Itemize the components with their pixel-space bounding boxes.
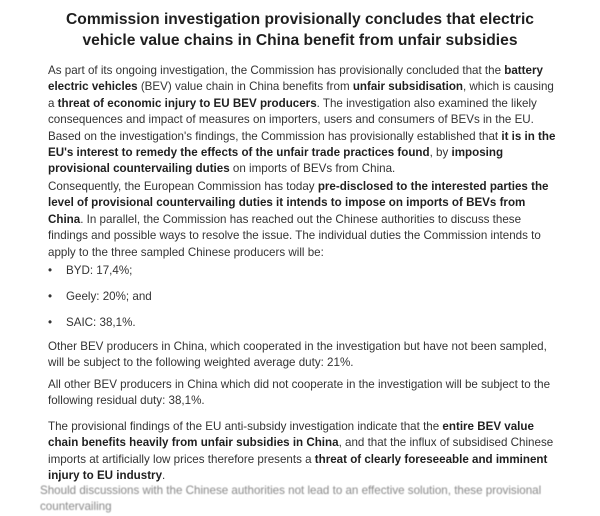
text-run: . In parallel, the Commission has reached out the Chinese authorities to discuss these findings and possible ways to resolve the issue. The individual duties the Commission intends to apply to the three sampled Chinese producers will be:: [48, 212, 541, 259]
text-run: The provisional findings of the EU anti-subsidy investigation indicate that the: [48, 420, 443, 433]
bullet-dot: •: [48, 290, 53, 303]
text-run: Other BEV producers in China, which cooperated in the investigation but have not been sampled, will be subject to the following weighted average duty: 21%.: [48, 340, 547, 370]
text-run: on imports of BEVs from China.: [229, 162, 396, 176]
text-run: Consequently, the European Commission has today: [48, 180, 318, 193]
bold-text: battery electric vehicles: [48, 64, 543, 94]
cut-off-text-line: Should discussions with the Chinese authorities not lead to an effective solution, these provisional countervailing: [40, 484, 542, 514]
text-run: (BEV) value chain in China benefits from: [137, 80, 353, 94]
paragraph-1: [48, 63, 558, 178]
text-run: , which is causing a: [48, 80, 554, 110]
bullet-text: Geely: 20%; and: [66, 290, 152, 303]
bold-text: threat of clearly foreseeable and imminent injury to EU industry: [48, 452, 548, 483]
paragraph-3: [48, 339, 558, 372]
text-run: . The investigation also examined the likely consequences and impact of measures on importers, users and consumers of BEVs in the EU. Based on the investigation's findings, the Commission has provisionally established that: [48, 96, 537, 143]
paragraph-2: [48, 179, 558, 261]
paragraph-4: [48, 377, 558, 410]
text-run: As part of its ongoing investigation, the Commission has provisionally concluded that the: [48, 64, 505, 77]
text-run: , and that the influx of subsidised Chinese imports at artificially low prices therefore presents a: [48, 436, 554, 466]
text-run: , by: [429, 146, 452, 160]
bullet-item-saic: [48, 315, 136, 331]
bold-text: imposing provisional countervailing duties: [48, 146, 504, 176]
bullet-text: SAIC: 38,1%.: [66, 316, 136, 329]
bold-text: threat of economic injury to EU BEV producers: [57, 96, 317, 110]
bold-text: unfair subsidisation: [352, 80, 463, 94]
article-title: Commission investigation provisionally concludes that electric vehicle value chains in China benefit from unfair subsidies: [66, 11, 534, 49]
bold-text: it is in the EU's interest to remedy the effects of the unfair trade practices found: [48, 129, 556, 160]
bullet-dot: •: [48, 264, 53, 277]
bullet-dot: •: [48, 316, 53, 329]
text-run: .: [162, 469, 166, 483]
bullet-item-byd: [48, 263, 132, 279]
bullet-item-geely: [48, 289, 152, 305]
bullet-text: BYD: 17,4%;: [66, 264, 133, 277]
bold-text: entire BEV value chain benefits heavily from unfair subsidies in China: [48, 420, 534, 450]
paragraph-5: [48, 419, 558, 485]
text-run: All other BEV producers in China which did not cooperate in the investigation will be subject to the following residual duty: 38,1%.: [48, 378, 551, 408]
bold-text: pre-disclosed to the interested parties the level of provisional countervailing duties it intends to impose on imports of BEVs from China: [48, 180, 549, 226]
